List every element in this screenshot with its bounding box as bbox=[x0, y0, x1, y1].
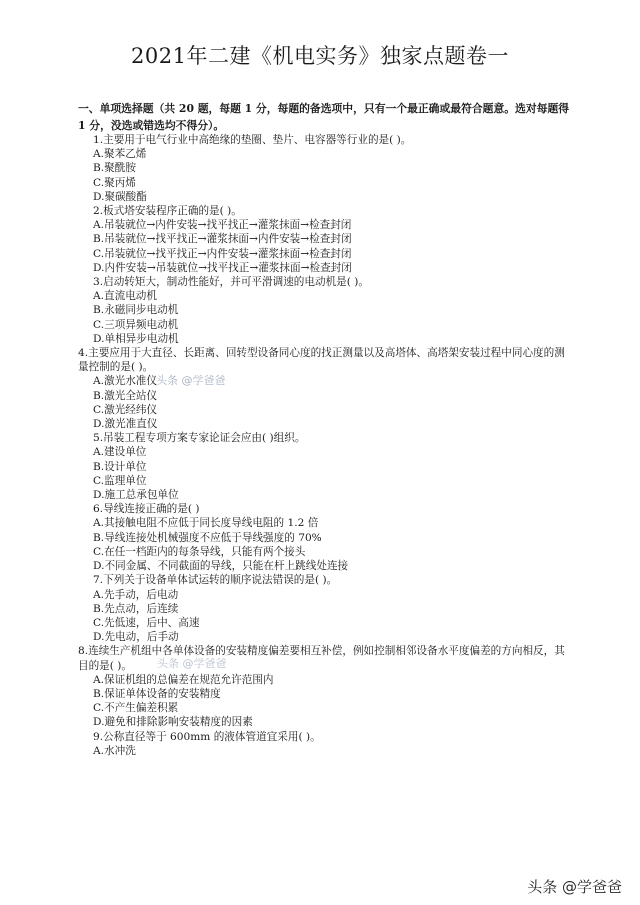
option-line: C.监理单位 bbox=[93, 474, 147, 487]
option-line: A.激光水准仪 bbox=[93, 375, 157, 388]
watermark: 头条 @学爸爸 bbox=[157, 657, 227, 670]
option-line: A.建设单位 bbox=[93, 446, 147, 459]
option-line: D.聚碳酸酯 bbox=[93, 190, 147, 203]
option-line: C.吊装就位→找平找正→内件安装→灌浆抹面→检查封闭 bbox=[93, 247, 352, 260]
document-title: 2021年二建《机电实务》独家点题卷一 bbox=[131, 44, 509, 68]
option-line: B.导线连接处机械强度不应低于导线强度的 70% bbox=[93, 531, 322, 544]
option-line: C.聚丙烯 bbox=[93, 176, 136, 189]
option-line: C.不产生偏差积累 bbox=[93, 702, 179, 715]
option-line: C.激光经纬仪 bbox=[93, 403, 158, 416]
option-line: A.其接触电阻不应低于同长度导线电阻的 1.2 倍 bbox=[93, 517, 319, 530]
question-line: 2.板式塔安装程序正确的是( )。 bbox=[93, 205, 242, 218]
option-line: B.保证单体设备的安装精度 bbox=[93, 687, 221, 700]
option-line: D.施工总承包单位 bbox=[93, 489, 179, 502]
question-line: 6.导线连接正确的是( ) bbox=[93, 503, 200, 516]
option-line: A.保证机组的总偏差在规范允许范围内 bbox=[93, 673, 274, 686]
option-line: B.聚酰胺 bbox=[93, 162, 136, 175]
question-line: 7.下列关于设备单体试运转的顺序说法错误的是( )。 bbox=[93, 574, 338, 587]
option-line: A.吊装就位→内件安装→找平找正→灌浆抹面→检查封闭 bbox=[93, 219, 352, 232]
option-line: C.在任一档距内的每条导线，只能有两个接头 bbox=[93, 545, 306, 558]
question-line: 8.连续生产机组中各单体设备的安装精度偏差要相互补偿，例如控制相邻设备水平度偏差的方向相反，其目的是( )。 bbox=[78, 645, 565, 672]
option-line: C.先低速，后中、高速 bbox=[93, 616, 200, 629]
option-line: B.激光全站仪 bbox=[93, 389, 158, 402]
watermark: 头条 @学爸爸 bbox=[156, 374, 226, 387]
option-line: D.单相异步电动机 bbox=[93, 332, 179, 345]
question-line: 3.启动转矩大，制动性能好，并可平滑调速的电动机是( )。 bbox=[93, 276, 369, 289]
question-line: 9.公称直径等于 600mm 的液体管道宜采用( )。 bbox=[93, 730, 321, 743]
question-line: 4.主要应用于大直径、长距离、回转型设备同心度的找正测量以及高塔体、高塔架安装过程中同心度的测量控制的是( )。 bbox=[78, 347, 565, 374]
option-line: C.三项异频电动机 bbox=[93, 318, 179, 331]
section-heading: 一、单项选择题（共 20 题，每题 1 分，每题的备选项中，只有一个最正确或最符合题意。选对每题得 1 分，没选或错选均不得分）。 bbox=[78, 102, 570, 132]
option-line: D.先电动，后手动 bbox=[93, 631, 179, 644]
option-line: B.先点动，后连续 bbox=[93, 602, 179, 615]
option-line: D.不同金属、不同截面的导线，只能在杆上跳线处连接 bbox=[93, 560, 349, 573]
question-line: 1.主要用于电气行业中高绝缘的垫圈、垫片、电容器等行业的是( )。 bbox=[93, 134, 412, 146]
question-line: 5.吊装工程专项方案专家论证会应由( )组织。 bbox=[93, 432, 306, 445]
option-line: A.水冲洗 bbox=[93, 744, 136, 757]
source-watermark: 头条 @学爸爸 bbox=[527, 878, 622, 896]
option-line: B.吊装就位→找平找正→灌浆抹面→内件安装→检查封闭 bbox=[93, 233, 352, 246]
option-line: A.聚苯乙烯 bbox=[93, 148, 147, 161]
option-line: B.永磁同步电动机 bbox=[93, 304, 179, 317]
option-line: B.设计单位 bbox=[93, 460, 147, 473]
option-line: A.先手动，后电动 bbox=[93, 588, 179, 601]
option-line: D.内件安装→吊装就位→找平找正→灌浆抹面→检查封闭 bbox=[93, 261, 352, 274]
option-line: D.避免和排除影响安装精度的因素 bbox=[93, 716, 253, 729]
option-line: D.激光准直仪 bbox=[93, 418, 158, 431]
option-line: A.直流电动机 bbox=[93, 290, 157, 303]
